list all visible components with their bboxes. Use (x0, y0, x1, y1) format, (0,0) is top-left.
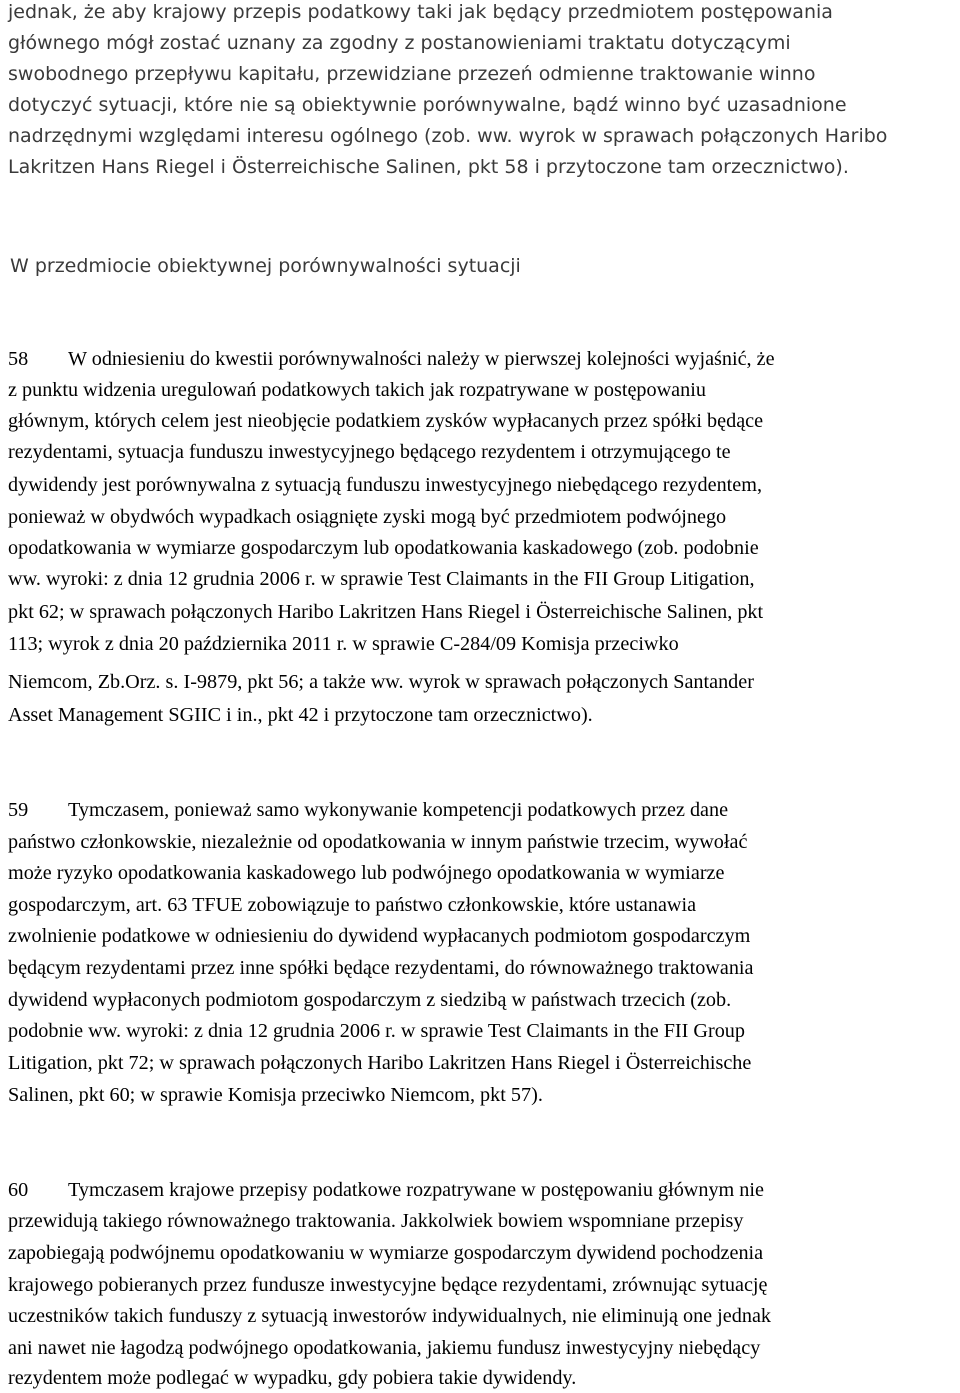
paragraph-line: Litigation, pkt 72; w sprawach połączonych Haribo Lakritzen Hans Riegel i Österreichische (8, 1052, 752, 1074)
paragraph-line: zapobiegają podwójnemu opodatkowaniu w wymiarze gospodarczym dywidend pochodzenia (8, 1242, 764, 1264)
paragraph-text: Tymczasem krajowe przepisy podatkowe rozpatrywane w postępowaniu głównym nie (68, 1179, 764, 1201)
section-heading: W przedmiocie obiektywnej porównywalności sytuacji (10, 255, 521, 277)
paragraph-line: ponieważ w obydwóch wypadkach osiągnięte zyski mogą być przedmiotem podwójnego (8, 506, 727, 528)
paragraph-line: uczestników takich funduszy z sytuacją inwestorów indywidualnych, nie eliminują one jednak (8, 1305, 771, 1327)
paragraph-line: będącym rezydentami przez inne spółki będące rezydentami, do równoważnego traktowania (8, 957, 754, 979)
paragraph-text: W odniesieniu do kwestii porównywalności należy w pierwszej kolejności wyjaśnić, że (68, 348, 775, 370)
paragraph-line: krajowego pobieranych przez fundusze inwestycyjne będące rezydentami, zrównując sytuację (8, 1274, 768, 1296)
paragraph-line: pkt 62; w sprawach połączonych Haribo Lakritzen Hans Riegel i Österreichische Salinen, pkt (8, 601, 764, 623)
intro-line: nadrzędnymi względami interesu ogólnego (zob. ww. wyrok w sprawach połączonych Haribo (8, 125, 888, 147)
paragraph-line: dywidendy jest porównywalna z sytuacją funduszu inwestycyjnego niebędącego rezydentem, (8, 474, 762, 496)
paragraph-line: zwolnienie podatkowe w odniesieniu do dywidend wypłacanych podmiotom gospodarczym (8, 925, 751, 947)
intro-line: jednak, że aby krajowy przepis podatkowy taki jak będący przedmiotem postępowania (8, 1, 833, 23)
intro-line: Lakritzen Hans Riegel i Österreichische Salinen, pkt 58 i przytoczone tam orzecznictwo). (8, 156, 849, 178)
paragraph-line: dywidend wypłaconych podmiotom gospodarczym z siedzibą w państwach trzecich (zob. (8, 989, 732, 1011)
paragraph-number: 59 (8, 799, 29, 821)
intro-line: dotyczyć sytuacji, które nie są obiektywnie porównywalne, bądź winno być uzasadnione (8, 94, 847, 116)
paragraph-number: 58 (8, 348, 29, 370)
paragraph-line: 113; wyrok z dnia 20 października 2011 r. w sprawie C‑284/09 Komisja przeciwko (8, 633, 679, 655)
paragraph-line: Niemcom, Zb.Orz. s. I‑9879, pkt 56; a także ww. wyrok w sprawach połączonych Santander (8, 671, 754, 693)
paragraph-line: Salinen, pkt 60; w sprawie Komisja przeciwko Niemcom, pkt 57). (8, 1084, 543, 1106)
paragraph-line: przewidują takiego równoważnego traktowania. Jakkolwiek bowiem wspomniane przepisy (8, 1210, 744, 1232)
paragraph-line: ww. wyroki: z dnia 12 grudnia 2006 r. w sprawie Test Claimants in the FII Group Litigation, (8, 568, 755, 590)
intro-line: swobodnego przepływu kapitału, przewidziane przezeń odmienne traktowanie winno (8, 63, 816, 85)
paragraph-line: głównym, których celem jest nieobjęcie podatkiem zysków wypłacanych przez spółki będące (8, 410, 764, 432)
paragraph-line: rezydentami, sytuacja funduszu inwestycyjnego będącego rezydentem i otrzymującego te (8, 441, 731, 463)
paragraph-line: państwo członkowskie, niezależnie od opodatkowania w innym państwie trzecim, wywołać (8, 831, 748, 853)
paragraph-number: 60 (8, 1179, 29, 1201)
paragraph-line: ani nawet nie łagodzą podwójnego opodatkowania, jakiemu fundusz inwestycyjny niebędący (8, 1337, 761, 1359)
paragraph-line: Asset Management SGIIC i in., pkt 42 i przytoczone tam orzecznictwo). (8, 704, 593, 726)
paragraph-line (8, 1175, 764, 1205)
paragraph-line: podobnie ww. wyroki: z dnia 12 grudnia 2006 r. w sprawie Test Claimants in the FII Group (8, 1020, 745, 1042)
paragraph-line (8, 344, 775, 374)
paragraph-line: opodatkowania w wymiarze gospodarczym lub opodatkowania kaskadowego (zob. podobnie (8, 537, 759, 559)
intro-line: głównego mógł zostać uznany za zgodny z postanowieniami traktatu dotyczącymi (8, 32, 791, 54)
paragraph-line: może ryzyko opodatkowania kaskadowego lub podwójnego opodatkowania w wymiarze (8, 862, 725, 884)
paragraph-line: gospodarczym, art. 63 TFUE zobowiązuje to państwo członkowskie, które ustanawia (8, 894, 697, 916)
paragraph-line: rezydentem może podlegać w wypadku, gdy pobiera takie dywidendy. (8, 1367, 577, 1389)
paragraph-text: Tymczasem, ponieważ samo wykonywanie kompetencji podatkowych przez dane (68, 799, 729, 821)
paragraph-line: z punktu widzenia uregulowań podatkowych takich jak rozpatrywane w postępowaniu (8, 379, 706, 401)
paragraph-line (8, 795, 728, 825)
